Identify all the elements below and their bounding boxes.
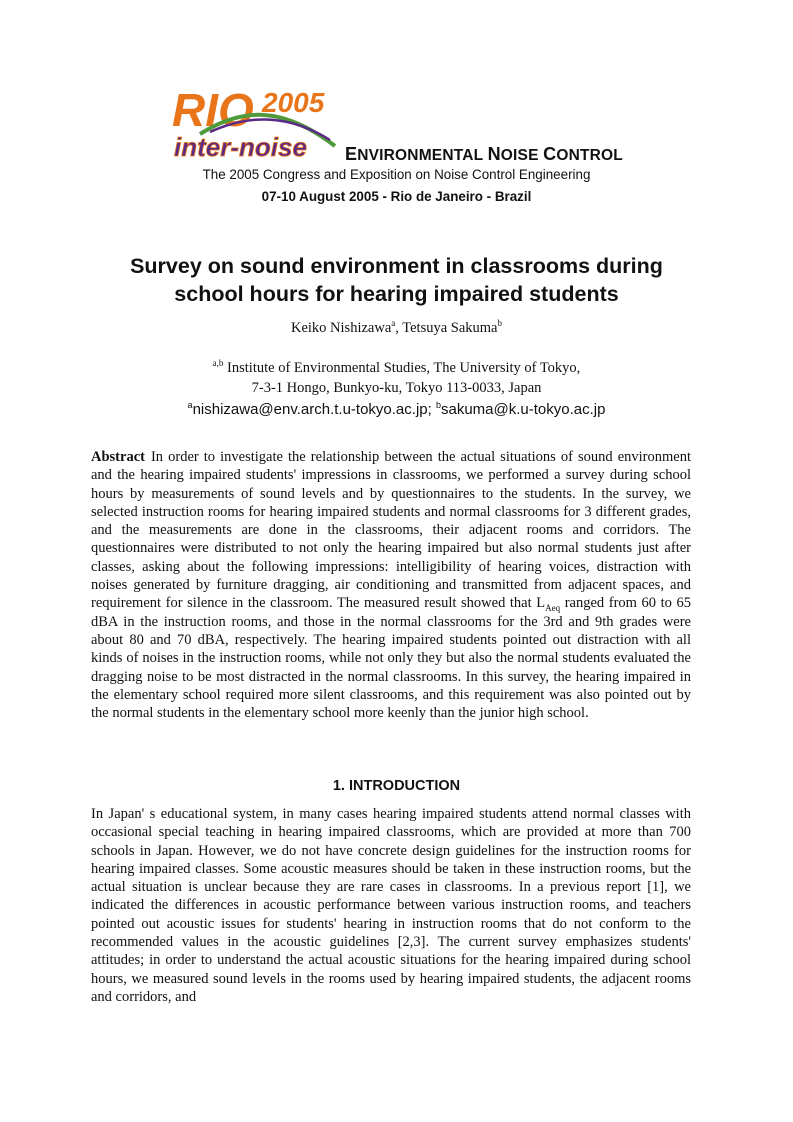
- author-emails: [0, 401, 793, 418]
- author-affil-mark: b: [497, 318, 502, 329]
- author-name: Tetsuya Sakuma: [402, 320, 498, 336]
- logo-rio-text: RIO: [172, 84, 254, 136]
- conference-name-rest: OISE: [500, 147, 544, 164]
- abstract-text: ranged from 60 to 65 dBA in the instruction rooms, and those in the normal classrooms for the 3rd and 9th grades were about 80 and 70 dBA, respectively. The hearing impaired students pointed out distraction with all kinds of noises in the instruction rooms, while not only they but also the normal students evaluated the dragging noise to be most distracted in the normal classrooms. In this survey, the hearing impaired in the elementary school required more silent classrooms, and this requirement was also pointed out by the normal students in the elementary school more keenly than the junior high school.: [91, 595, 691, 722]
- conference-name: [345, 144, 623, 165]
- conference-subtitle: The 2005 Congress and Exposition on Noise Control Engineering: [202, 167, 591, 182]
- author-affil-mark: a: [391, 318, 396, 329]
- section-heading-introduction: 1. INTRODUCTION: [332, 778, 461, 794]
- conference-name-rest: ONTROL: [556, 147, 623, 164]
- affiliation-line: $^{a,b}$ Institute of Environmental Studies, The University of Tokyo,: [212, 358, 581, 376]
- abstract-text: In order to investigate the relationship between the actual situations of sound environment and the hearing impaired students' impressions in classrooms, we performed a survey during school hours by measurements of sound levels and by questionnaires to the students. In the survey, we selected instruction rooms for hearing impaired students and normal classrooms for 3 different grades, and the measurements are done in the classrooms, their adjacent rooms and corridors. The questionnaires were distributed to not only the hearing impaired but also normal students just after classes, asking about the following impressions: intelligibility of hearing voices, distraction with noises generated by furniture dragging, air conditioning and transmitted from adjacent spaces, and requirement for silence in the classroom. The measured result showed that L: [91, 449, 691, 612]
- email-link[interactable]: nishizawa@env.arch.t.u-tokyo.ac.jp;: [192, 401, 436, 418]
- inter-noise-rio-2005-logo: [170, 74, 340, 164]
- abstract-label: Abstract: [91, 449, 145, 465]
- conference-name-rest: NVIRONMENTAL: [357, 147, 488, 164]
- logo-year-text: 2005: [262, 87, 325, 118]
- email-mark: a: [187, 400, 193, 410]
- conference-date-location: 07-10 August 2005 - Rio de Janeiro - Brazil: [261, 189, 532, 204]
- conference-name-initial: C: [543, 144, 557, 164]
- email-mark: b: [435, 400, 441, 410]
- affiliation-line: 7-3-1 Hongo, Bunkyo-ku, Tokyo 113-0033, Japan: [251, 380, 542, 396]
- author-list: [0, 320, 793, 337]
- email-link[interactable]: sakuma@k.u-tokyo.ac.jp: [440, 401, 606, 418]
- laeq-subscript: Aeq: [545, 603, 561, 614]
- author-name: Keiko Nishizawa: [291, 320, 392, 336]
- paper-title-line: school hours for hearing impaired students: [174, 282, 619, 306]
- author-separator: ,: [395, 320, 403, 336]
- paper-title-line: Survey on sound environment in classrooms during: [130, 254, 663, 278]
- logo-brand-text: inter-noise: [174, 132, 307, 162]
- introduction-text: In Japan' s educational system, in many cases hearing impaired students attend normal classes with occasional special teaching in hearing impaired classrooms, which are provided at more than 700 schools in Japan. However, we do not have concrete design guidelines for the instruction rooms for hearing impaired classes. Some acoustic measures should be taken in these instruction rooms, but the actual situation is unclear because they are rare cases in classrooms. In a previous report [1], we indicated the differences in acoustic performance between various instruction rooms, and teachers pointed out acoustic issues for students' hearing in instruction rooms that do not conform to the recommended values in the acoustic guidelines [2,3]. The current survey emphasizes students' attitudes; in order to understand the actual acoustic situations for the hearing impaired during school hours, we measured sound levels in the rooms used by hearing impaired students, the adjacent rooms and corridors, and: [91, 806, 691, 1005]
- conference-name-initial: N: [487, 144, 501, 164]
- conference-name-initial: E: [345, 144, 358, 164]
- affiliation: [0, 358, 793, 398]
- paper-title: [60, 252, 733, 308]
- affiliation-mark: a,b: [212, 358, 224, 369]
- abstract: [91, 448, 691, 722]
